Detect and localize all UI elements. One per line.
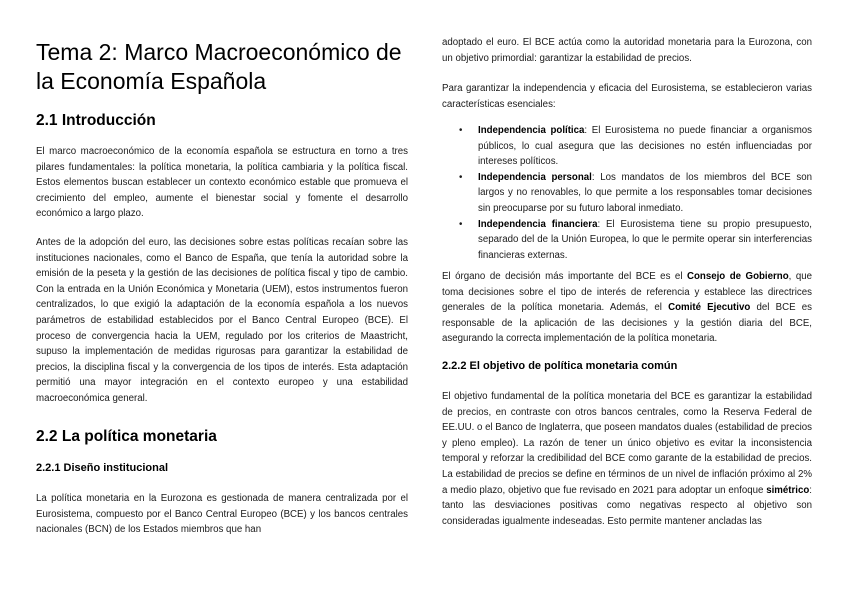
institutional-paragraph-1-continued: adoptado el euro. El BCE actúa como la autoridad monetaria para la Eurozona, con un objetivo primordial: garantizar la estabilidad de precios.	[442, 37, 812, 64]
section-2-2-1-heading: 2.2.1 Diseño institucional	[36, 462, 169, 474]
bullet-icon: •	[459, 125, 463, 136]
governing-council-term: Consejo de Gobierno	[687, 271, 789, 282]
intro-paragraph-1: El marco macroeconómico de la economía española se estructura en torno a tres pilares fundamentales: la política monetaria, la política cambiaria y la política fiscal. Estos elementos buscan establecer un contexto económico estable que promueva el crecimiento del empleo, aumente el bienestar social y fomente el desarrollo económico a largo plazo.	[36, 146, 408, 220]
bullet-icon: •	[459, 171, 463, 183]
list-item	[442, 170, 812, 217]
list-item	[442, 217, 812, 264]
executive-board-term: Comité Ejecutivo	[668, 302, 751, 314]
bullet-icon: •	[459, 218, 463, 230]
institutional-paragraph-2: Para garantizar la independencia y eficacia del Eurosistema, se establecieron varias características esenciales:	[442, 83, 812, 110]
list-item-text: : El Eurosistema tiene su propio presupuesto, separado del de la Unión Europea, lo que le permite operar sin interferencias financieras externas.	[478, 218, 812, 261]
governance-text-2: , que toma decisiones sobre el tipo de interés de referencia y establece las directrices generales de la política monetaria. Además, el	[442, 271, 813, 314]
list-item	[442, 123, 812, 170]
governance-paragraph	[442, 269, 812, 347]
objective-paragraph	[442, 389, 812, 529]
independence-list	[442, 123, 812, 263]
objective-text-1: El objetivo fundamental de la política monetaria del BCE es garantizar la estabilidad de precios, en contraste con otros bancos centrales, como la Reserva Federal de EE.UU. o el Banco de Inglaterra, que poseen mandatos duales (estabilidad de precios y pleno empleo). La razón de tener un único objetivo es evitar la inconsistencia temporal y reforzar la credibilidad del BCE como garante de la estabilidad de precios. La estabilidad de precios se define en términos de un nivel de inflación próximo al 2% a medio plazo, objetivo que fue revisado en 2021 para adoptar un enfoque	[442, 391, 812, 496]
governance-text-1: El órgano de decisión más importante del BCE es el	[442, 271, 687, 282]
symmetric-term: simétrico	[766, 484, 810, 496]
institutional-paragraph-1: La política monetaria en la Eurozona es gestionada de manera centralizada por el Eurosistema, compuesto por el Banco Central Europeo (BCE) y los bancos centrales nacionales (BCN) de los Estados miembros que han	[36, 493, 408, 536]
list-item-term: Independencia personal	[478, 171, 592, 183]
document-title: Tema 2: Marco Macroeconómico de la Economía Española	[36, 39, 402, 94]
list-item-term: Independencia política	[478, 125, 585, 136]
section-2-1-heading: 2.1 Introducción	[36, 112, 156, 129]
section-2-2-heading: 2.2 La política monetaria	[36, 428, 217, 445]
objective-text-2: : tanto las desviaciones positivas como negativas respecto al objetivo son consideradas igualmente indeseadas. Esto permite mantener ancladas las	[442, 484, 812, 527]
section-2-2-2-heading: 2.2.2 El objetivo de política monetaria común	[442, 360, 678, 372]
list-item-term: Independencia financiera	[478, 218, 598, 230]
intro-paragraph-2: Antes de la adopción del euro, las decisiones sobre estas políticas recaían sobre las instituciones nacionales, como el Banco de España, que tenía la autoridad sobre la emisión de la peseta y la gestión de las decisiones de política fiscal y tipo de cambio. Con la entrada en la Unión Económica y Monetaria (UEM), estos instrumentos fueron centralizados, lo que exigió la adaptación de la economía española a los nuevos parámetros de estabilidad establecidos por el Banco Central Europeo (BCE). El proceso de convergencia hacia la UEM, regulado por los criterios de Maastricht, supuso la implementación de medidas rigurosas para garantizar la estabilidad de precios, la disciplina fiscal y la convergencia de los tipos de interés. Esta adaptación permitió una mayor integración en el contexto europeo y una estabilidad macroeconómica general.	[36, 237, 408, 404]
governance-text-3: del BCE es responsable de la aplicación de las decisiones y la gestión diaria del BCE, asegurando la correcta implementación de la política monetaria.	[442, 302, 812, 345]
list-item-text: : Los mandatos de los miembros del BCE son largos y no renovables, lo que permite a los responsables tomar decisiones sin preocuparse por su futuro laboral inmediato.	[478, 171, 812, 214]
list-item-text: : El Eurosistema no puede financiar a organismos públicos, lo cual asegura que las decisiones no estén influenciadas por intereses políticos.	[478, 125, 812, 168]
